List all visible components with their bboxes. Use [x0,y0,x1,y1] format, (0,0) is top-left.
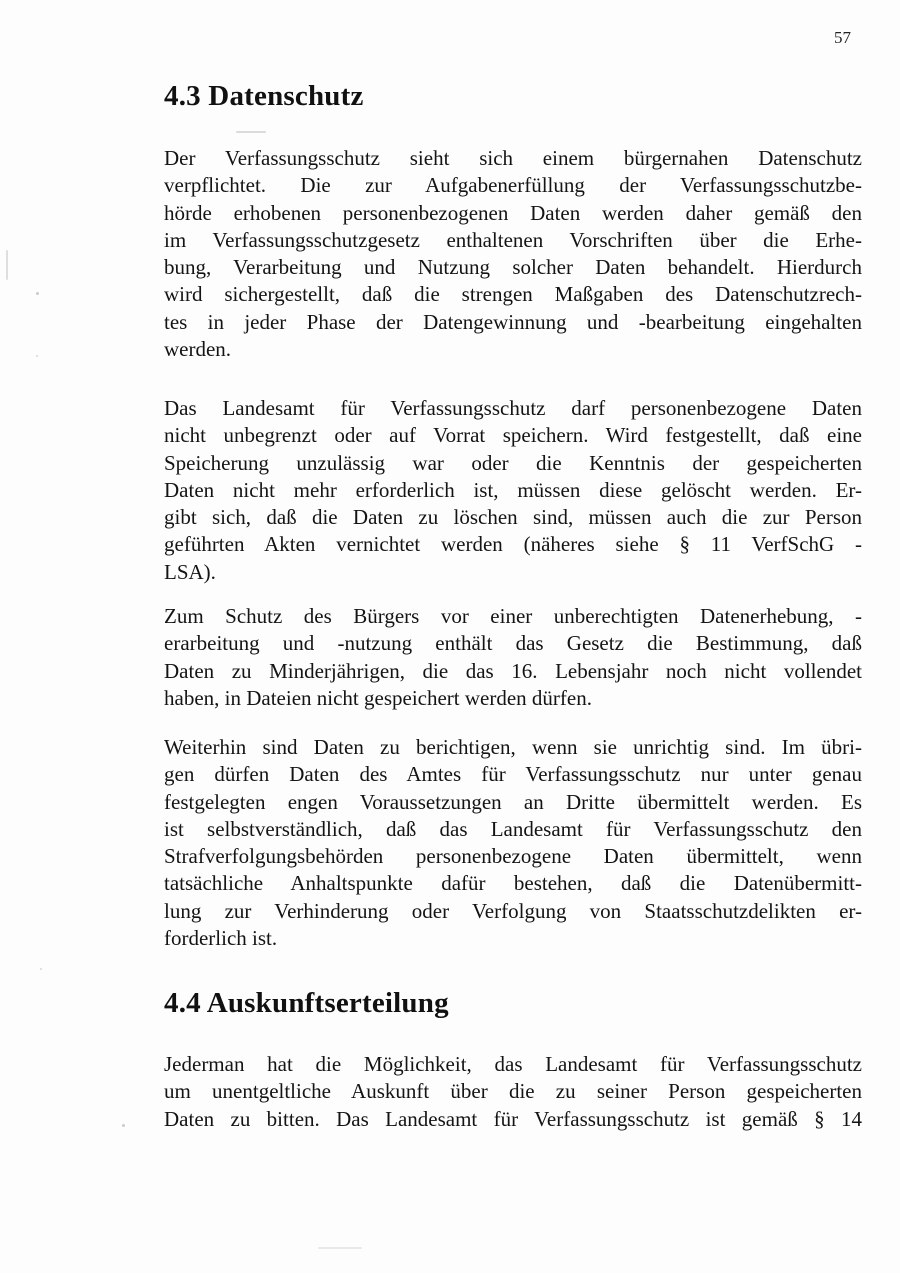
paragraph [164,603,862,712]
text-line: Strafverfolgungsbehörden personenbezogene Daten übermittelt, wenn [164,844,862,869]
section-heading-datenschutz: 4.3 Datenschutz [164,80,364,112]
text-line: haben, in Dateien nicht gespeichert werden dürfen. [164,685,592,710]
text-line: gibt sich, daß die Daten zu löschen sind, müssen auch die zur Person [164,505,862,530]
scan-speck [6,250,8,280]
text-line: tatsächliche Anhaltspunkte dafür bestehen, daß die Datenübermitt- [164,871,862,896]
text-line: nicht unbegrenzt oder auf Vorrat speichern. Wird festgestellt, daß eine [164,423,862,448]
paragraph [164,1051,862,1133]
text-line: gen dürfen Daten des Amtes für Verfassungsschutz nur unter genau [164,762,862,787]
text-line: verpflichtet. Die zur Aufgabenerfüllung der Verfassungsschutzbe- [164,173,862,198]
page-number: 57 [834,28,851,47]
text-line: Das Landesamt für Verfassungsschutz darf personenbezogene Daten [164,396,862,420]
text-line: bung, Verarbeitung und Nutzung solcher Daten behandelt. Hierdurch [164,255,862,280]
text-line: Jederman hat die Möglichkeit, das Landesamt für Verfassungsschutz [164,1052,862,1076]
text-line: forderlich ist. [164,926,278,951]
text-line: tes in jeder Phase der Datengewinnung und -bearbeitung eingehalten [164,309,862,334]
scan-speck [40,968,42,970]
paragraph [164,145,862,363]
text-line: erarbeitung und -nutzung enthält das Gesetz die Bestimmung, daß [164,631,862,656]
text-line: Daten zu bitten. Das Landesamt für Verfassungsschutz ist gemäß § 14 [164,1106,862,1131]
scan-speck [36,292,39,295]
text-line: werden. [164,337,232,362]
text-line: geführten Akten vernichtet werden (näheres siehe § 11 VerfSchG - [164,532,862,557]
text-line: hörde erhobenen personenbezogenen Daten werden daher gemäß den [164,200,862,225]
text-line: lung zur Verhinderung oder Verfolgung von Staatsschutzdelikten er- [164,898,862,923]
text-line: um unentgeltliche Auskunft über die zu seiner Person gespeicherten [164,1079,862,1104]
text-line: Zum Schutz des Bürgers vor einer unberechtigten Datenerhebung, - [164,604,862,628]
text-line: Der Verfassungsschutz sieht sich einem bürgernahen Datenschutz [164,146,862,170]
scan-speck [318,1247,362,1249]
scan-speck [122,1124,125,1127]
text-line: Speicherung unzulässig war oder die Kenntnis der gespeicherten [164,450,862,475]
scan-speck [36,355,38,357]
text-line: LSA). [164,559,216,584]
paragraph [164,395,862,586]
text-line: im Verfassungsschutzgesetz enthaltenen Vorschriften über die Erhe- [164,227,862,252]
scan-speck [236,131,266,133]
text-line: Weiterhin sind Daten zu berichtigen, wenn sie unrichtig sind. Im übri- [164,735,862,759]
text-line: festgelegten engen Voraussetzungen an Dritte übermittelt werden. Es [164,789,862,814]
paragraph [164,734,862,952]
section-heading-auskunftserteilung: 4.4 Auskunftserteilung [164,987,449,1019]
text-line: Daten nicht mehr erforderlich ist, müssen diese gelöscht werden. Er- [164,477,862,502]
text-line: wird sichergestellt, daß die strengen Maßgaben des Datenschutzrech- [164,282,862,307]
text-line: ist selbstverständlich, daß das Landesamt für Verfassungsschutz den [164,816,862,841]
text-line: Daten zu Minderjährigen, die das 16. Lebensjahr noch nicht vollendet [164,658,862,683]
